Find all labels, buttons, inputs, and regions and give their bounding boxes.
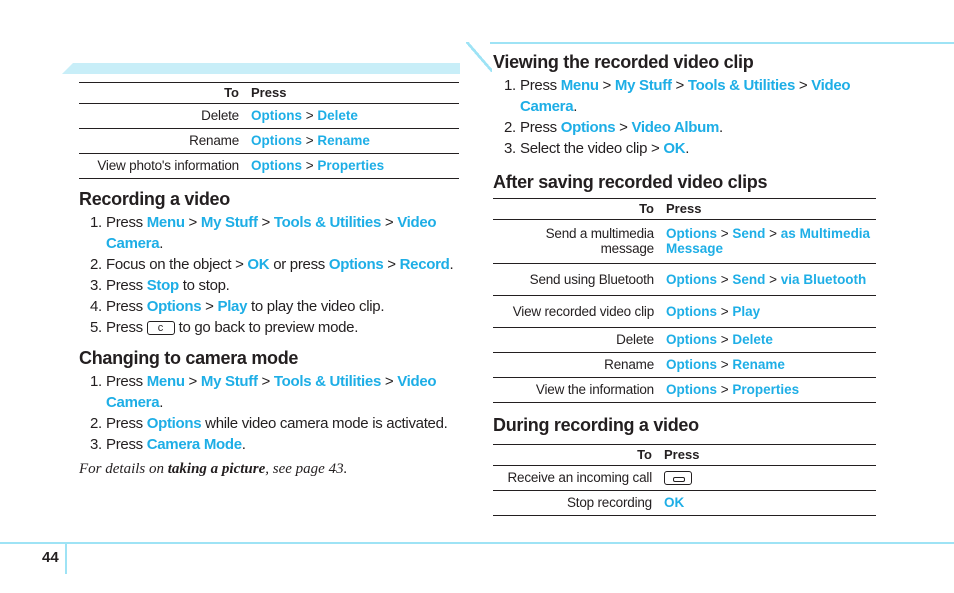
- key-menu: Menu: [146, 214, 185, 231]
- list-item: [79, 275, 459, 296]
- table-row: [493, 328, 876, 353]
- key-camera: Camera: [106, 235, 160, 252]
- step-text: Press: [106, 373, 143, 390]
- step-number: 3.: [90, 436, 102, 453]
- key-video-album: Video Album: [631, 119, 720, 136]
- table-row: [79, 154, 459, 179]
- row-label: Receive an incoming call: [493, 466, 664, 491]
- step-text: to play the video clip.: [251, 298, 385, 315]
- key-menu: Menu: [146, 373, 185, 390]
- step-text: Press: [106, 319, 143, 336]
- key-ok: OK: [664, 495, 685, 511]
- table-row: [493, 220, 876, 264]
- list-item: 3. Press Camera Mode.: [90, 436, 246, 453]
- recording-steps: [79, 212, 459, 338]
- list-item: 2. Press Options > Video Album.: [504, 119, 723, 136]
- table-row: [493, 296, 876, 328]
- key-my-stuff: My Stuff: [614, 77, 672, 94]
- key-options: Options: [251, 133, 302, 148]
- step-number: 1.: [90, 214, 102, 231]
- key-stop: Stop: [146, 277, 179, 294]
- left-column: [79, 82, 459, 478]
- key-tools: Tools & Utilities: [273, 214, 381, 231]
- key-delete: Delete: [317, 108, 358, 123]
- step-text: Focus on the object >: [106, 256, 244, 273]
- key-rename: Rename: [732, 357, 785, 372]
- list-item: [79, 317, 459, 338]
- key-options: Options: [666, 226, 717, 241]
- right-column: [493, 52, 876, 516]
- list-item: 1. Press Menu > My Stuff > Tools & Utilities > Video Camera.: [90, 373, 437, 411]
- key-rename: Rename: [317, 133, 370, 148]
- row-label: Stop recording: [493, 491, 664, 516]
- row-label: Send using Bluetooth: [493, 264, 666, 296]
- step-text: Press: [106, 214, 143, 231]
- row-keys: Options > Delete: [666, 328, 876, 353]
- key-options: Options: [146, 415, 202, 432]
- key-options: Options: [666, 271, 717, 287]
- row-label: Send a multimedia message: [493, 220, 666, 264]
- after-saving-table: [493, 198, 876, 403]
- header-press: Press: [666, 199, 876, 220]
- key-play: Play: [217, 298, 248, 315]
- key-ok: OK: [247, 256, 270, 273]
- step-number: 4.: [90, 298, 102, 315]
- key-my-stuff: My Stuff: [200, 214, 258, 231]
- row-keys: Options > Play: [666, 296, 876, 328]
- camera-mode-steps: [79, 371, 459, 455]
- key-video: Video: [397, 214, 437, 231]
- during-heading: During recording a video: [493, 415, 699, 435]
- photo-options-table: [79, 82, 459, 179]
- table-header-row: [493, 445, 876, 466]
- key-options: Options: [666, 357, 717, 372]
- step-number: 3.: [504, 140, 516, 157]
- key-send: Send: [732, 271, 766, 287]
- header-to: To: [79, 83, 251, 104]
- row-keys: Options > Send > via Bluetooth: [666, 264, 876, 296]
- list-item: [79, 413, 459, 434]
- key-send: Send: [732, 226, 766, 241]
- step-text: Press: [106, 415, 143, 432]
- step-text: Press: [106, 298, 143, 315]
- key-options: Options: [666, 332, 717, 347]
- row-label: View recorded video clip: [493, 296, 666, 328]
- table-row: [493, 378, 876, 403]
- row-label: Delete: [493, 328, 666, 353]
- step-text: to go back to preview mode.: [178, 319, 359, 336]
- table-header-row: [493, 199, 876, 220]
- key-camera: Camera: [106, 394, 160, 411]
- row-label: Rename: [493, 353, 666, 378]
- step-number: 2.: [90, 415, 102, 432]
- step-text: Press: [106, 277, 143, 294]
- row-keys: Options > Delete: [251, 104, 459, 129]
- row-keys: Options > Properties: [666, 378, 876, 403]
- key-options: Options: [666, 303, 717, 319]
- header-band-left: [62, 63, 460, 74]
- row-keys: Options > Send > as Multimedia Message: [666, 220, 876, 264]
- key-options: Options: [251, 108, 302, 123]
- list-item: 4. Press Options > Play to play the video clip.: [90, 298, 385, 315]
- note-bold: taking a picture: [167, 461, 266, 477]
- recording-heading: Recording a video: [79, 189, 230, 209]
- key-options: Options: [251, 158, 302, 173]
- key-camera: Camera: [520, 98, 574, 115]
- header-band-right: [490, 42, 954, 44]
- step-text: while video camera mode is activated.: [205, 415, 448, 432]
- row-keys: [664, 491, 876, 516]
- key-options: Options: [146, 298, 202, 315]
- list-item: 2. Focus on the object > OK or press Options > Record.: [90, 256, 454, 273]
- step-number: 2.: [504, 119, 516, 136]
- header-band-slant: [466, 42, 492, 72]
- note-text: For details on: [79, 461, 164, 477]
- key-message: Message: [666, 241, 724, 256]
- viewing-heading: Viewing the recorded video clip: [493, 52, 754, 72]
- header-press: Press: [251, 83, 459, 104]
- key-record: Record: [399, 256, 450, 273]
- footer-rule: [0, 542, 954, 544]
- key-delete: Delete: [732, 332, 773, 347]
- step-text: Press: [520, 77, 557, 94]
- key-tools: Tools & Utilities: [687, 77, 795, 94]
- step-text: Press: [106, 436, 143, 453]
- header-press: Press: [664, 445, 876, 466]
- key-my-stuff: My Stuff: [200, 373, 258, 390]
- during-recording-table: [493, 444, 876, 516]
- key-camera-mode: Camera Mode: [146, 436, 242, 453]
- key-options: Options: [560, 119, 616, 136]
- key-options: Options: [666, 382, 717, 397]
- page-reference-note: [79, 461, 459, 478]
- note-text: , see page 43.: [265, 461, 348, 477]
- step-text: Press: [520, 119, 557, 136]
- camera-mode-heading: Changing to camera mode: [79, 348, 299, 368]
- header-to: To: [493, 199, 666, 220]
- step-text: or press: [273, 256, 325, 273]
- key-properties: Properties: [317, 158, 385, 173]
- row-label: View photo's information: [79, 154, 251, 179]
- table-row: [493, 466, 876, 491]
- after-saving-heading: After saving recorded video clips: [493, 172, 768, 192]
- footer-divider: [65, 544, 67, 574]
- key-video: Video: [811, 77, 851, 94]
- key-as-multimedia: as Multimedia: [780, 226, 871, 241]
- clear-key-icon: [147, 321, 175, 335]
- row-label: View the information: [493, 378, 666, 403]
- table-row: [493, 491, 876, 516]
- row-keys: Options > Rename: [666, 353, 876, 378]
- row-label: Rename: [79, 129, 251, 154]
- row-label: Delete: [79, 104, 251, 129]
- table-row: [493, 353, 876, 378]
- row-keys: Options > Rename: [251, 129, 459, 154]
- step-number: 1.: [90, 373, 102, 390]
- table-row: [493, 264, 876, 296]
- row-keys: Options > Properties: [251, 154, 459, 179]
- step-number: 3.: [90, 277, 102, 294]
- step-number: 5.: [90, 319, 102, 336]
- list-item: 1. Press Menu > My Stuff > Tools & Utilities > Video Camera.: [90, 214, 437, 252]
- key-via-bluetooth: via Bluetooth: [780, 271, 867, 287]
- key-properties: Properties: [732, 382, 800, 397]
- list-item: 3. Select the video clip > OK.: [504, 140, 690, 157]
- key-ok: OK: [663, 140, 686, 157]
- table-row: [79, 104, 459, 129]
- step-text: Select the video clip >: [520, 140, 660, 157]
- key-play: Play: [732, 303, 761, 319]
- call-key-icon: [664, 471, 692, 485]
- page-number: 44: [42, 549, 59, 566]
- viewing-steps: [493, 75, 876, 159]
- table-row: [79, 129, 459, 154]
- step-number: 2.: [90, 256, 102, 273]
- table-header-row: [79, 83, 459, 104]
- key-menu: Menu: [560, 77, 599, 94]
- header-to: To: [493, 445, 664, 466]
- key-options: Options: [328, 256, 384, 273]
- key-video: Video: [397, 373, 437, 390]
- list-item: 1. Press Menu > My Stuff > Tools & Utilities > Video Camera.: [504, 77, 851, 115]
- step-number: 1.: [504, 77, 516, 94]
- key-tools: Tools & Utilities: [273, 373, 381, 390]
- step-text: to stop.: [182, 277, 230, 294]
- row-keys: [664, 466, 876, 491]
